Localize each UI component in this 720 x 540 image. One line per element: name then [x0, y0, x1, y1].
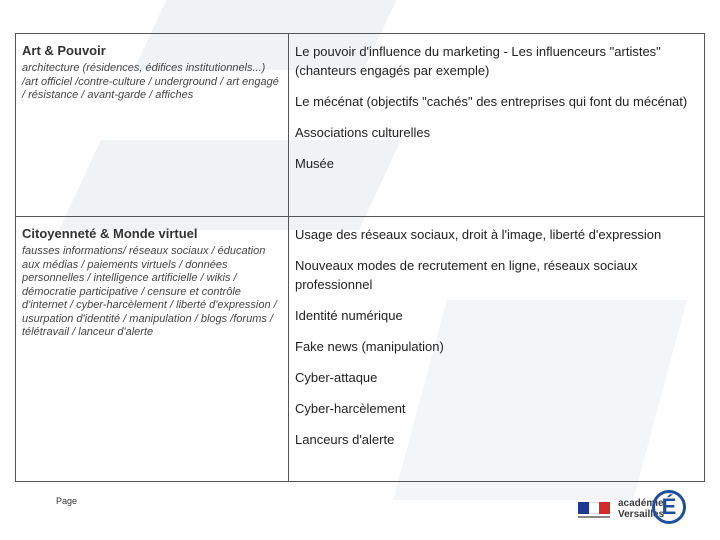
- page-label: Page: [56, 496, 78, 506]
- table-row: [16, 217, 705, 482]
- list-item: Le mécénat (objectifs "cachés" des entreprises qui font du mécénat): [295, 94, 688, 109]
- list-item: Associations culturelles: [295, 125, 431, 140]
- flag-caption-line: [578, 516, 610, 518]
- theme-title: Citoyenneté & Monde virtuel: [22, 226, 198, 241]
- items-cell: [289, 34, 705, 217]
- theme-cell: [16, 34, 289, 217]
- academie-versailles-logo-icon: É: [652, 490, 686, 524]
- list-item: Identité numérique: [295, 308, 403, 323]
- themes-table: [15, 33, 705, 482]
- list-item: Musée: [295, 156, 335, 171]
- theme-keywords: fausses informations/ réseaux sociaux / éducation aux médias / paiements virtuels / données personnelles / intelligence artificielle / wikis / démocratie participative / censure et contrôle d'internet / cyber-harcèlement / liberté d'expression / usurpation d'identité / manipulation / blogs /forums / télétravail / lanceur d'alerte: [22, 245, 277, 338]
- list-item: Cyber-harcèlement: [295, 401, 406, 416]
- academie-logo-line1: académie: [618, 498, 664, 509]
- theme-cell: [16, 217, 289, 482]
- republique-francaise-flag-icon: [578, 502, 610, 514]
- items-cell: [289, 217, 705, 482]
- list-item: Lanceurs d'alerte: [295, 432, 395, 447]
- list-item: Nouveaux modes de recrutement en ligne, réseaux sociaux professionnel: [295, 258, 638, 292]
- list-item: Le pouvoir d'influence du marketing - Les influenceurs "artistes" (chanteurs engagés par exemple): [295, 44, 661, 78]
- theme-title: Art & Pouvoir: [22, 43, 106, 58]
- theme-keywords: architecture (résidences, édifices institutionnels...) /art officiel /contre-culture / underground / art engagé / résistance / avant-garde / affiches: [22, 62, 279, 101]
- list-item: Cyber-attaque: [295, 370, 378, 385]
- footer-logos: [578, 488, 688, 532]
- list-item: Usage des réseaux sociaux, droit à l'image, liberté d'expression: [295, 227, 662, 242]
- list-item: Fake news (manipulation): [295, 339, 444, 354]
- table-row: [16, 34, 705, 217]
- academie-logo-line2: Versailles: [618, 509, 665, 520]
